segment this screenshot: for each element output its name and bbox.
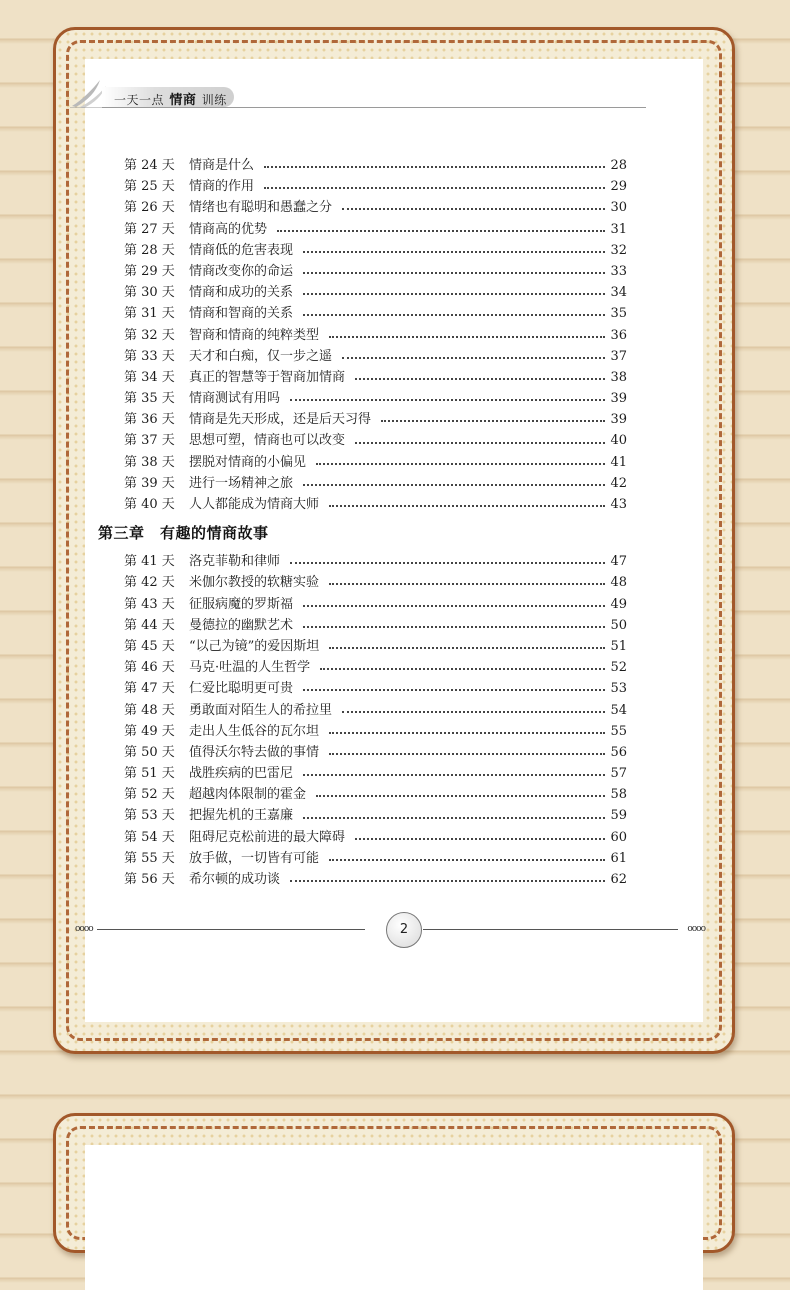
toc-leader xyxy=(303,251,605,253)
footer-dots-right: oooo xyxy=(687,924,705,934)
toc-day: 第 43 天 xyxy=(124,596,175,612)
toc-row[interactable] xyxy=(124,219,627,240)
toc-row[interactable] xyxy=(124,197,627,218)
toc-day: 第 34 天 xyxy=(124,369,175,385)
toc-page: 41 xyxy=(610,454,627,470)
toc-title: 情商的作用 xyxy=(189,179,255,195)
toc-day: 第 54 天 xyxy=(124,829,175,845)
toc-title: 洛克菲勒和律师 xyxy=(189,554,281,570)
toc-day: 第 32 天 xyxy=(124,327,175,343)
toc-page: 52 xyxy=(610,660,627,676)
toc-leader xyxy=(264,166,605,168)
toc-page: 32 xyxy=(610,242,627,258)
toc-leader xyxy=(303,484,605,486)
toc-leader xyxy=(342,711,605,713)
toc-row[interactable] xyxy=(124,176,627,197)
toc-day: 第 35 天 xyxy=(124,391,175,407)
toc-page: 29 xyxy=(610,179,627,195)
toc-leader xyxy=(303,817,605,819)
toc-title: “以己为镜”的爱因斯坦 xyxy=(189,638,320,654)
toc-title: 情商测试有用吗 xyxy=(189,391,281,407)
toc-day: 第 25 天 xyxy=(124,179,175,195)
toc-day: 第 26 天 xyxy=(124,200,175,216)
toc-page: 55 xyxy=(610,723,627,739)
toc-row[interactable] xyxy=(124,452,627,473)
toc-day: 第 52 天 xyxy=(124,787,175,803)
toc-leader xyxy=(355,838,605,840)
toc-page: 49 xyxy=(610,596,627,612)
toc-title: 曼德拉的幽默艺术 xyxy=(189,617,294,633)
toc-title: 战胜疾病的巴雷尼 xyxy=(189,766,294,782)
toc-page: 43 xyxy=(610,497,627,512)
toc-leader xyxy=(329,647,605,649)
toc-row[interactable] xyxy=(124,615,627,636)
toc-row[interactable] xyxy=(124,805,627,826)
toc-day: 第 55 天 xyxy=(124,850,175,866)
toc-page: 51 xyxy=(610,638,627,654)
toc-leader xyxy=(290,399,605,401)
footer-rule-left xyxy=(97,929,365,930)
toc-page: 61 xyxy=(610,850,627,866)
toc-page: 36 xyxy=(610,327,627,343)
toc-row[interactable] xyxy=(124,551,627,572)
toc-leader xyxy=(290,880,605,882)
toc-leader xyxy=(316,463,605,465)
toc-row[interactable] xyxy=(124,742,627,763)
toc-row[interactable] xyxy=(124,636,627,657)
toc-day: 第 24 天 xyxy=(124,158,175,173)
toc-leader xyxy=(303,293,605,295)
footer-dots-left: oooo xyxy=(75,924,93,934)
toc-row[interactable] xyxy=(124,721,627,742)
toc-page: 59 xyxy=(610,808,627,824)
toc-page: 50 xyxy=(610,617,627,633)
toc-row[interactable] xyxy=(124,346,627,367)
toc-title: 人人都能成为情商大师 xyxy=(189,497,320,512)
toc-day: 第 47 天 xyxy=(124,681,175,697)
next-page-frame xyxy=(53,1113,735,1253)
toc-title: 思想可塑，情商也可以改变 xyxy=(189,433,346,449)
toc-row[interactable] xyxy=(124,494,627,515)
toc-leader xyxy=(342,357,605,359)
toc-page: 39 xyxy=(610,412,627,428)
toc-row[interactable] xyxy=(124,594,627,615)
toc-leader xyxy=(303,626,605,628)
toc-page: 37 xyxy=(610,348,627,364)
toc-title: 情商是什么 xyxy=(189,158,255,173)
toc-day: 第 41 天 xyxy=(124,554,175,570)
toc-day: 第 31 天 xyxy=(124,306,175,322)
toc-title: 希尔顿的成功谈 xyxy=(189,872,281,887)
toc-page: 31 xyxy=(610,221,627,237)
toc-title: 勇敢面对陌生人的希拉里 xyxy=(189,702,333,718)
toc-row[interactable] xyxy=(124,155,627,176)
toc-title: 情商高的优势 xyxy=(189,221,268,237)
page-paper xyxy=(85,1145,703,1290)
toc-title: 马克·吐温的人生哲学 xyxy=(189,660,311,676)
toc-title: 摆脱对情商的小偏见 xyxy=(189,454,307,470)
toc-leader xyxy=(329,336,605,338)
toc-leader xyxy=(329,753,605,755)
toc-row[interactable] xyxy=(124,657,627,678)
toc-row[interactable] xyxy=(124,303,627,324)
toc-row[interactable] xyxy=(124,388,627,409)
toc-title: 情绪也有聪明和愚蠢之分 xyxy=(189,200,333,216)
toc-leader xyxy=(277,230,605,232)
toc-row[interactable] xyxy=(124,473,627,494)
toc-title: 情商是先天形成，还是后天习得 xyxy=(189,412,372,428)
toc-title: 情商和智商的关系 xyxy=(189,306,294,322)
toc-day: 第 39 天 xyxy=(124,475,175,491)
toc-title: 米伽尔教授的软糖实验 xyxy=(189,575,320,591)
toc-title: 仁爱比聪明更可贵 xyxy=(189,681,294,697)
toc-title: 情商改变你的命运 xyxy=(189,263,294,279)
toc-page: 54 xyxy=(610,702,627,718)
toc-title: 天才和白痴，仅一步之遥 xyxy=(189,348,333,364)
toc-leader xyxy=(303,689,605,691)
toc-page: 57 xyxy=(610,766,627,782)
toc-day: 第 36 天 xyxy=(124,412,175,428)
header-title-prefix: 一天一点 xyxy=(114,93,165,107)
page-footer xyxy=(75,910,705,950)
toc-leader xyxy=(329,732,605,734)
toc-day: 第 51 天 xyxy=(124,766,175,782)
toc-row[interactable] xyxy=(124,282,627,303)
table-of-contents xyxy=(98,155,627,890)
toc-day: 第 53 天 xyxy=(124,808,175,824)
toc-row[interactable] xyxy=(124,325,627,346)
toc-row[interactable] xyxy=(124,827,627,848)
toc-row[interactable] xyxy=(124,700,627,721)
toc-leader xyxy=(320,668,605,670)
toc-title: 情商和成功的关系 xyxy=(189,285,294,301)
toc-day: 第 44 天 xyxy=(124,617,175,633)
toc-leader xyxy=(303,314,605,316)
toc-day: 第 33 天 xyxy=(124,348,175,364)
toc-day: 第 56 天 xyxy=(124,872,175,887)
page-number-badge: 2 xyxy=(386,912,422,948)
toc-row[interactable] xyxy=(124,430,627,451)
toc-title: 征服病魔的罗斯福 xyxy=(189,596,294,612)
toc-day: 第 27 天 xyxy=(124,221,175,237)
chapter-heading[interactable]: 第三章 有趣的情商故事 xyxy=(98,524,269,543)
toc-page: 34 xyxy=(610,285,627,301)
toc-row[interactable] xyxy=(124,409,627,430)
toc-leader xyxy=(264,187,605,189)
toc-page: 48 xyxy=(610,575,627,591)
toc-leader xyxy=(355,378,605,380)
toc-leader xyxy=(381,420,605,422)
toc-leader xyxy=(303,774,605,776)
toc-leader xyxy=(329,505,605,507)
toc-row[interactable] xyxy=(124,240,627,261)
toc-day: 第 49 天 xyxy=(124,723,175,739)
toc-page: 30 xyxy=(610,200,627,216)
header-title xyxy=(114,89,227,108)
toc-page: 28 xyxy=(610,158,627,173)
toc-page: 33 xyxy=(610,263,627,279)
toc-title: 放手做，一切皆有可能 xyxy=(189,850,320,866)
toc-section-1 xyxy=(124,155,627,515)
header-title-bold: 情商 xyxy=(169,93,197,108)
toc-row[interactable] xyxy=(124,572,627,593)
toc-day: 第 50 天 xyxy=(124,744,175,760)
running-header xyxy=(64,78,646,108)
toc-day: 第 46 天 xyxy=(124,660,175,676)
toc-leader xyxy=(355,442,605,444)
toc-day: 第 40 天 xyxy=(124,497,175,512)
header-rule xyxy=(102,107,646,108)
toc-row[interactable] xyxy=(124,678,627,699)
toc-page: 56 xyxy=(610,744,627,760)
toc-page: 42 xyxy=(610,475,627,491)
toc-day: 第 29 天 xyxy=(124,263,175,279)
footer-rule-right xyxy=(423,929,678,930)
toc-leader xyxy=(329,583,605,585)
toc-title: 超越肉体限制的霍金 xyxy=(189,787,307,803)
toc-title: 情商低的危害表现 xyxy=(189,242,294,258)
toc-row[interactable] xyxy=(124,848,627,869)
toc-page: 39 xyxy=(610,391,627,407)
toc-leader xyxy=(316,795,605,797)
toc-leader xyxy=(303,272,605,274)
toc-row[interactable] xyxy=(124,261,627,282)
toc-day: 第 45 天 xyxy=(124,638,175,654)
toc-leader xyxy=(303,605,605,607)
toc-leader xyxy=(342,208,605,210)
toc-row[interactable] xyxy=(124,763,627,784)
toc-page: 60 xyxy=(610,829,627,845)
toc-title: 进行一场精神之旅 xyxy=(189,475,294,491)
toc-day: 第 48 天 xyxy=(124,702,175,718)
toc-row[interactable] xyxy=(124,869,627,890)
toc-day: 第 30 天 xyxy=(124,285,175,301)
toc-page: 40 xyxy=(610,433,627,449)
toc-title: 智商和情商的纯粹类型 xyxy=(189,327,320,343)
toc-section-2 xyxy=(124,551,627,890)
toc-day: 第 37 天 xyxy=(124,433,175,449)
toc-page: 47 xyxy=(610,554,627,570)
toc-row[interactable] xyxy=(124,784,627,805)
toc-title: 走出人生低谷的瓦尔坦 xyxy=(189,723,320,739)
toc-title: 把握先机的王嘉廉 xyxy=(189,808,294,824)
toc-leader xyxy=(329,859,605,861)
toc-page: 35 xyxy=(610,306,627,322)
header-title-suffix: 训练 xyxy=(201,93,227,107)
toc-page: 38 xyxy=(610,369,627,385)
toc-day: 第 42 天 xyxy=(124,575,175,591)
toc-day: 第 38 天 xyxy=(124,454,175,470)
toc-title: 真正的智慧等于智商加情商 xyxy=(189,369,346,385)
toc-leader xyxy=(290,562,605,564)
toc-title: 阻碍尼克松前进的最大障碍 xyxy=(189,829,346,845)
toc-page: 58 xyxy=(610,787,627,803)
toc-page: 53 xyxy=(610,681,627,697)
toc-title: 值得沃尔特去做的事情 xyxy=(189,744,320,760)
toc-day: 第 28 天 xyxy=(124,242,175,258)
toc-row[interactable] xyxy=(124,367,627,388)
toc-page: 62 xyxy=(610,872,627,887)
